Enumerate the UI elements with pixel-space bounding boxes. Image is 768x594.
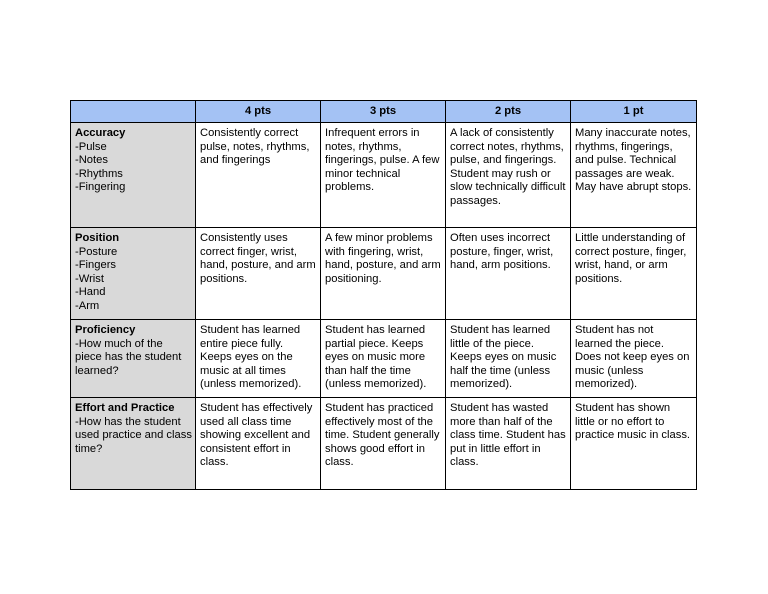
score-cell: Consistently uses correct finger, wrist, hand, posture, and arm positions. [196,228,321,320]
table-row [71,228,697,320]
score-cell: Student has effectively used all class time showing excellent and consistent effort in class. [196,398,321,490]
criterion-title: Position [75,232,120,244]
score-cell: Often uses incorrect posture, finger, wrist, hand, arm positions. [446,228,571,320]
header-cell-criteria [71,101,196,123]
header-cell-1-pt: 1 pt [571,101,697,123]
score-cell: Student has wasted more than half of the class time. Student has put in little effort in class. [446,398,571,490]
score-cell: Consistently correct pulse, notes, rhythms, and fingerings [196,123,321,228]
score-cell: Student has learned entire piece fully. Keeps eyes on the music at all times (unless memorized). [196,320,321,398]
header-cell-3-pts: 3 pts [321,101,446,123]
criterion-subitem: -Wrist [75,272,104,285]
criterion-subitem: -Arm [75,299,100,312]
criterion-title: Effort and Practice [75,402,175,414]
criterion-title: Accuracy [75,127,126,139]
score-cell: A lack of consistently correct notes, rhythms, pulse, and fingerings. Student may rush or slow technically difficult passages. [446,123,571,228]
table-row [71,123,697,228]
score-cell: Student has not learned the piece. Does not keep eyes on music (unless memorized). [571,320,697,398]
criterion-cell [71,123,196,228]
criterion-subitem: -Hand [75,286,106,298]
criterion-cell [71,320,196,398]
criterion-subitem: -Fingers [75,259,117,271]
header-cell-4-pts: 4 pts [196,101,321,123]
header-row [71,101,697,123]
criterion-subitem: -How has the student used practice and class time? [75,415,192,455]
criterion-cell [71,228,196,320]
criterion-cell [71,398,196,490]
criterion-title: Proficiency [75,324,136,336]
header-cell-2-pts: 2 pts [446,101,571,123]
score-cell: Student has learned little of the piece. Keeps eyes on music half the time (unless memorized). [446,320,571,398]
rubric-table [70,100,697,490]
score-cell: Many inaccurate notes, rhythms, fingerings, and pulse. Technical passages are weak. May have abrupt stops. [571,123,697,228]
criterion-subitem: -Fingering [75,181,126,193]
criterion-subitem: -Notes [75,154,108,166]
table-row [71,320,697,398]
score-cell: Student has practiced effectively most of the time. Student generally shows good effort in class. [321,398,446,490]
score-cell: Little understanding of correct posture, finger, wrist, hand, or arm positions. [571,228,697,320]
criterion-subitem: -Posture [75,245,118,258]
score-cell: Student has learned partial piece. Keeps eyes on music more than half the time (unless memorized). [321,320,446,398]
score-cell: A few minor problems with fingering, wrist, hand, posture, and arm positioning. [321,228,446,320]
criterion-subitem: -How much of the piece has the student learned? [75,337,182,377]
score-cell: Infrequent errors in notes, rhythms, fingerings, pulse. A few minor technical problems. [321,123,446,228]
criterion-subitem: -Rhythms [75,167,123,180]
table-row [71,398,697,490]
score-cell: Student has shown little or no effort to practice music in class. [571,398,697,490]
criterion-subitem: -Pulse [75,140,107,153]
